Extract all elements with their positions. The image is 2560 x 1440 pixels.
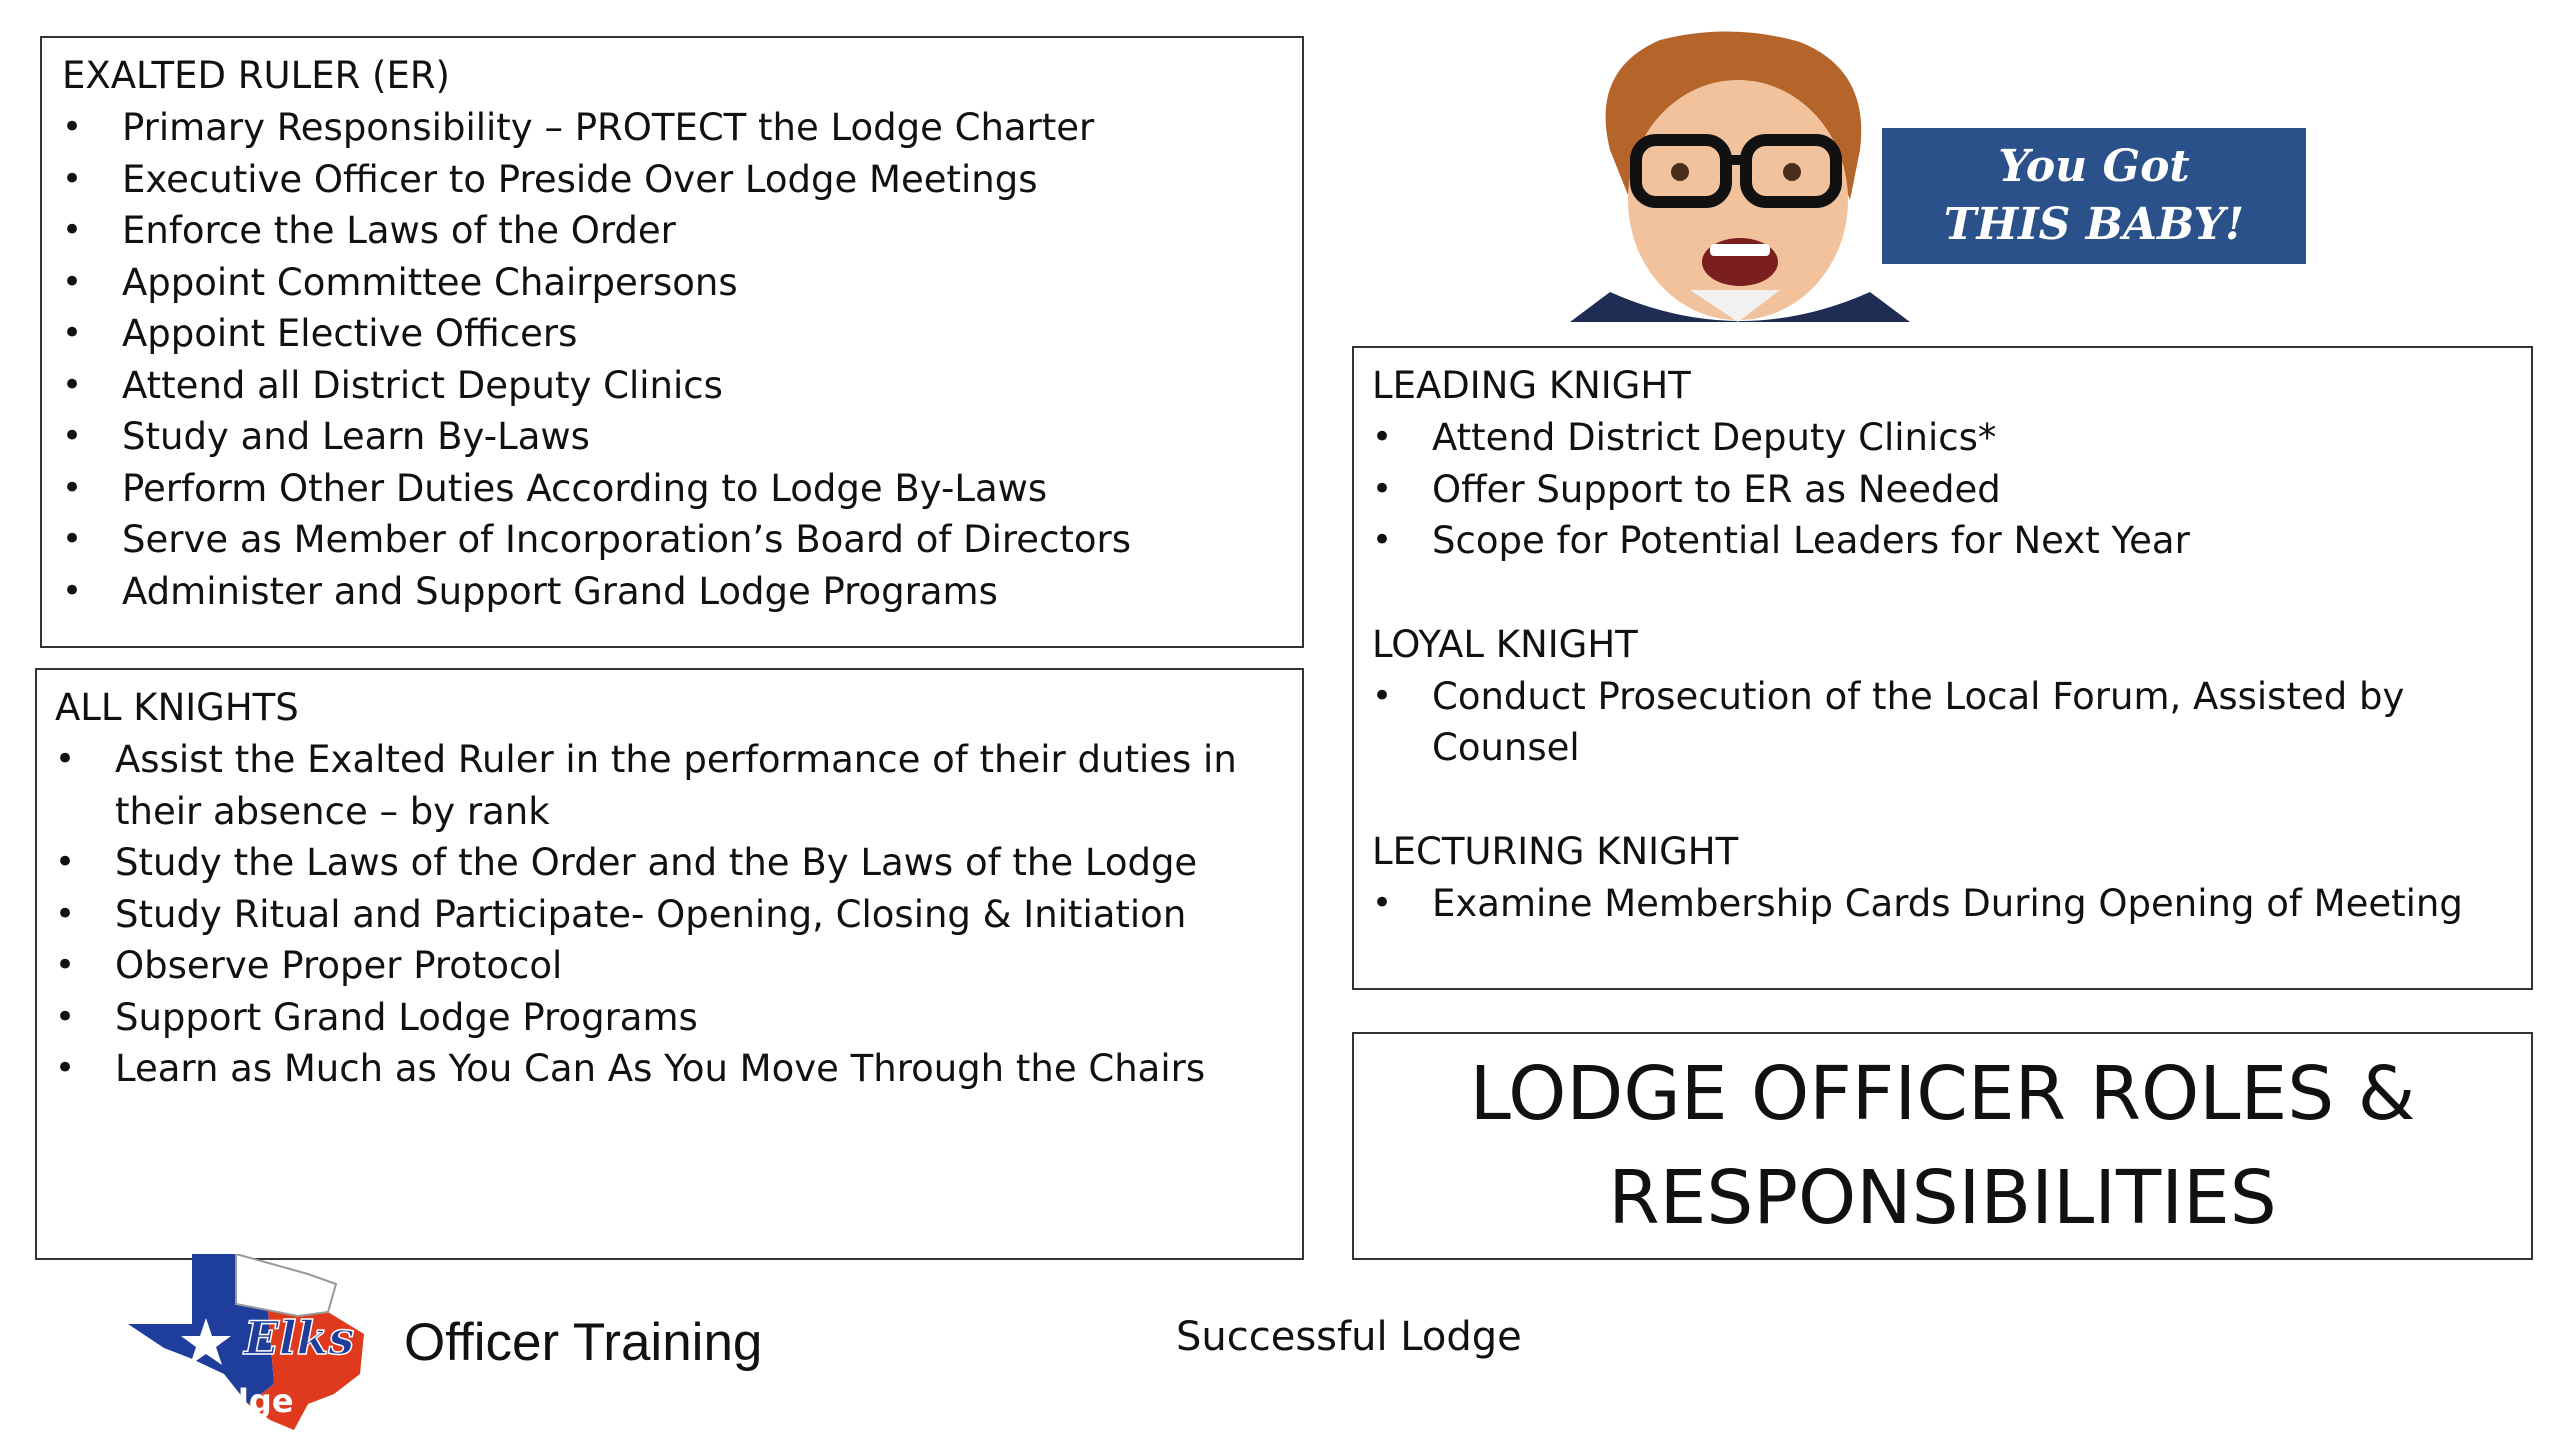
list-item: • Serve as Member of Incorporation’s Board of Directors bbox=[62, 514, 1282, 566]
loyal-knight-list bbox=[1372, 671, 2513, 774]
list-item: • Attend all District Deputy Clinics bbox=[62, 360, 1282, 412]
list-item: • Primary Responsibility – PROTECT the Lodge Charter bbox=[62, 102, 1282, 154]
list-item: • Perform Other Duties According to Lodge By-Laws bbox=[62, 463, 1282, 515]
list-item: • Study the Laws of the Order and the By Laws of the Lodge bbox=[55, 837, 1284, 889]
leading-knight-list bbox=[1372, 412, 2513, 567]
knights-roles-box bbox=[1352, 346, 2533, 990]
list-item: • Appoint Committee Chairpersons bbox=[62, 257, 1282, 309]
all-knights-heading: ALL KNIGHTS bbox=[55, 686, 299, 729]
list-item: • Study Ritual and Participate- Opening, Closing & Initiation bbox=[55, 889, 1284, 941]
page-title-line1: LODGE OFFICER ROLES & bbox=[1469, 1051, 2416, 1137]
list-item: • Study and Learn By-Laws bbox=[62, 411, 1282, 463]
list-item: • Assist the Exalted Ruler in the performance of their duties in their absence – by rank bbox=[55, 734, 1284, 837]
list-item: • Attend District Deputy Clinics* bbox=[1372, 412, 2513, 464]
speech-badge-line1: You Got bbox=[1998, 141, 2190, 192]
footer-successful-lodge: Successful Lodge bbox=[1176, 1314, 1522, 1360]
texas-elks-logo bbox=[128, 1254, 368, 1430]
speech-badge bbox=[1882, 128, 2306, 264]
main-title-box bbox=[1352, 1032, 2533, 1260]
all-knights-box bbox=[35, 668, 1304, 1260]
speech-badge-line2: THIS BABY! bbox=[1943, 199, 2245, 250]
list-item: • Enforce the Laws of the Order bbox=[62, 205, 1282, 257]
list-item: • Observe Proper Protocol bbox=[55, 940, 1284, 992]
lecturing-knight-list bbox=[1372, 878, 2513, 930]
all-knights-list bbox=[55, 734, 1284, 1095]
list-item: • Executive Officer to Preside Over Lodge Meetings bbox=[62, 154, 1282, 206]
exalted-ruler-heading: EXALTED RULER (ER) bbox=[62, 54, 450, 97]
list-item: • Examine Membership Cards During Opening of Meeting bbox=[1372, 878, 2513, 930]
exalted-ruler-box bbox=[40, 36, 1304, 648]
lecturing-knight-heading: LECTURING KNIGHT bbox=[1372, 829, 1739, 873]
list-item: • Support Grand Lodge Programs bbox=[55, 992, 1284, 1044]
logo-fragment: dge bbox=[226, 1382, 294, 1420]
leading-knight-heading: LEADING KNIGHT bbox=[1372, 364, 1691, 407]
list-item: • Learn as Much as You Can As You Move Through the Chairs bbox=[55, 1043, 1284, 1095]
list-item: • Administer and Support Grand Lodge Programs bbox=[62, 566, 1282, 618]
list-item: • Offer Support to ER as Needed bbox=[1372, 464, 2513, 516]
list-item: • Scope for Potential Leaders for Next Year bbox=[1372, 515, 2513, 567]
footer-officer-training: Officer Training bbox=[404, 1313, 763, 1372]
loyal-knight-heading: LOYAL KNIGHT bbox=[1372, 622, 1638, 666]
page-title-line2: RESPONSIBILITIES bbox=[1608, 1155, 2277, 1241]
exalted-ruler-list bbox=[62, 102, 1282, 617]
list-item: • Appoint Elective Officers bbox=[62, 308, 1282, 360]
list-item: • Conduct Prosecution of the Local Forum, Assisted by Counsel bbox=[1372, 671, 2513, 774]
page-title bbox=[1470, 1042, 2416, 1250]
logo-text: Elks bbox=[244, 1311, 355, 1365]
